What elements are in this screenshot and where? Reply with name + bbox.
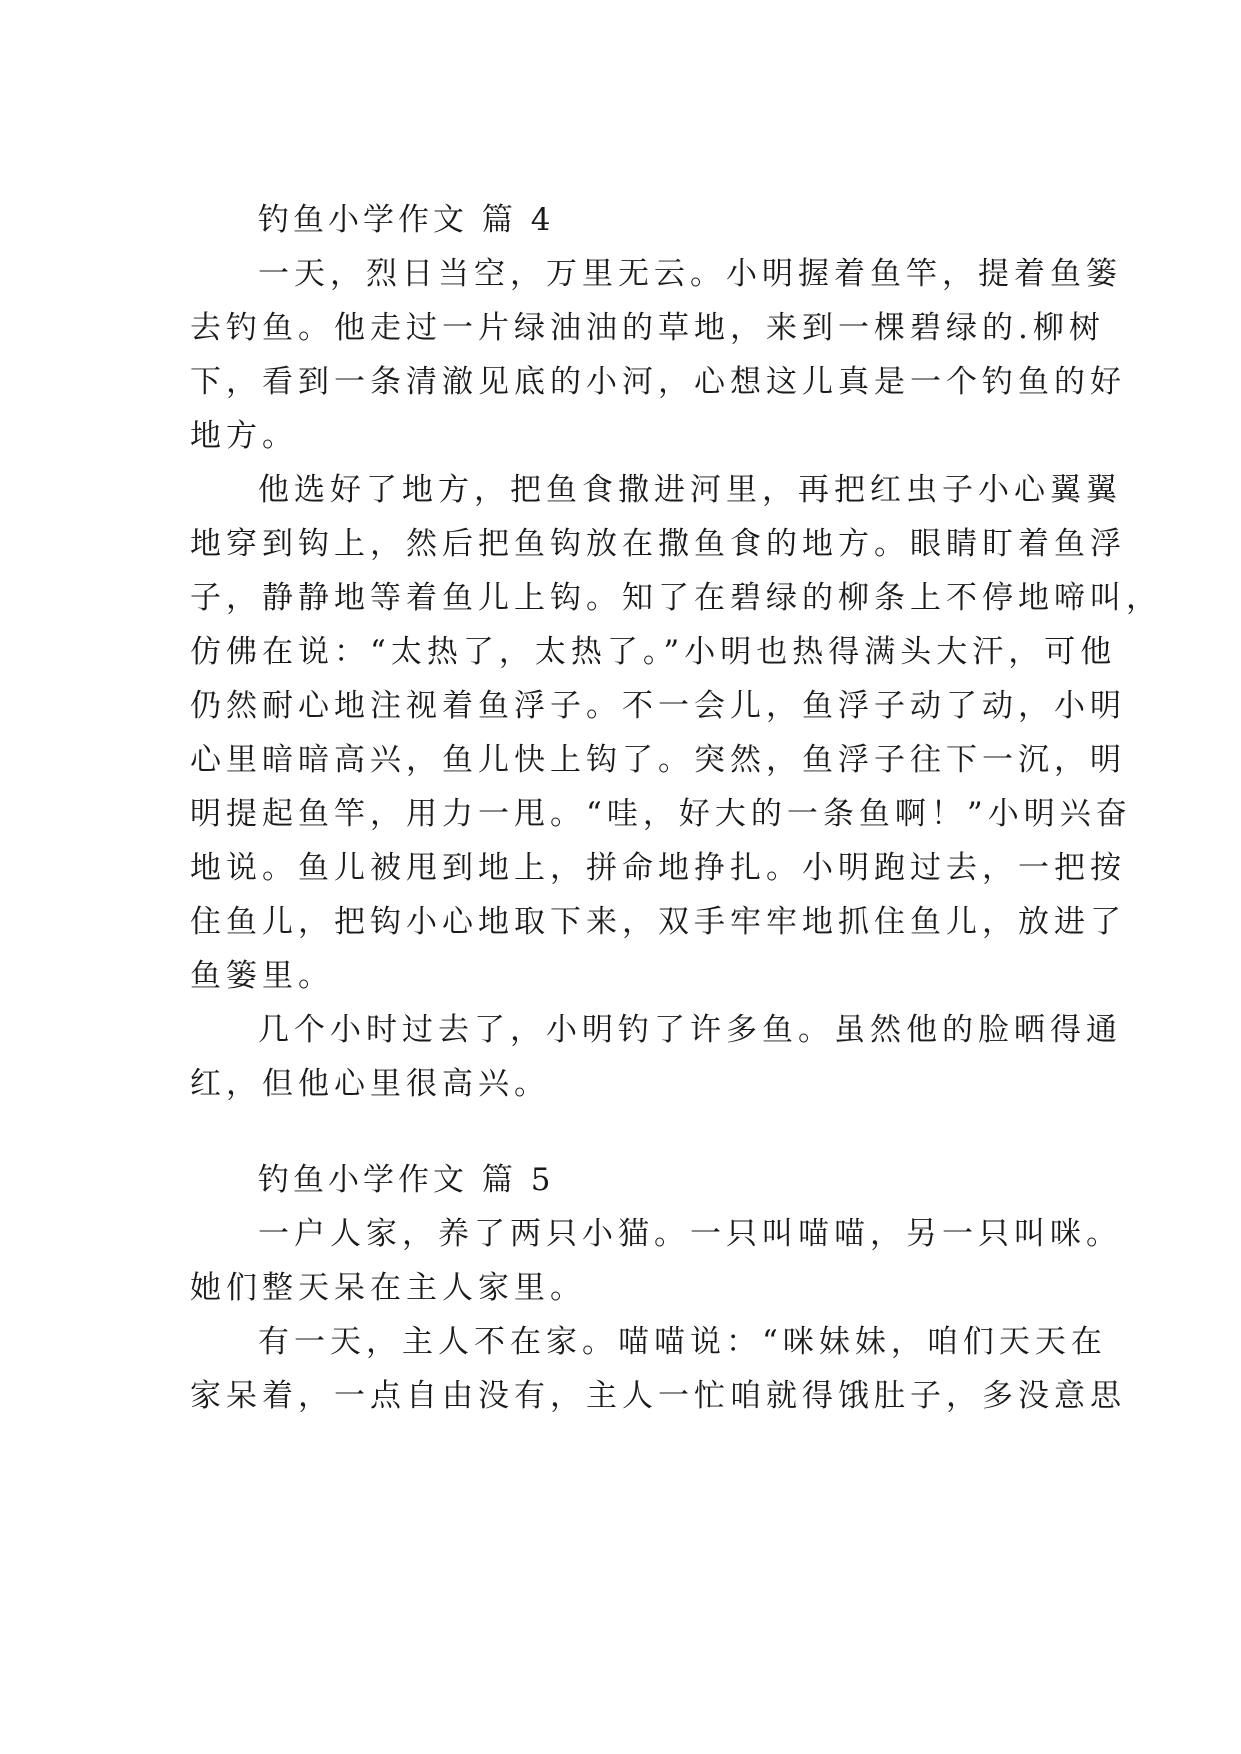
- section-heading: 钓鱼小学作文 篇 5: [258, 1162, 555, 1198]
- paragraph-line: 鱼篓里。: [190, 958, 334, 994]
- paragraph-line: 地方。: [190, 418, 298, 454]
- paragraph-line: 明提起鱼竿，用力一甩。“哇，好大的一条鱼啊！”小明兴奋: [190, 796, 1132, 832]
- paragraph-line: 她们整天呆在主人家里。: [190, 1270, 586, 1306]
- paragraph-line: 家呆着，一点自由没有，主人一忙咱就得饿肚子，多没意思: [190, 1378, 1126, 1414]
- paragraph-line: 地穿到钩上，然后把鱼钩放在撒鱼食的地方。眼睛盯着鱼浮: [190, 526, 1126, 562]
- paragraph-line: 住鱼儿，把钩小心地取下来，双手牢牢地抓住鱼儿，放进了: [190, 904, 1126, 940]
- paragraph-line: 仿佛在说：“太热了，太热了。”小明也热得满头大汗，可他: [190, 634, 1117, 670]
- paragraph-line: 有一天，主人不在家。喵喵说：“咪妹妹，咱们天天在: [258, 1324, 1107, 1360]
- section-heading: 钓鱼小学作文 篇 4: [258, 202, 555, 238]
- paragraph-line: 红，但他心里很高兴。: [190, 1066, 550, 1102]
- paragraph-line: 子，静静地等着鱼儿上钩。知了在碧绿的柳条上不停地啼叫，: [190, 580, 1162, 616]
- paragraph-line: 一天，烈日当空，万里无云。小明握着鱼竿，提着鱼篓: [258, 256, 1122, 292]
- paragraph-line: 几个小时过去了，小明钓了许多鱼。虽然他的脸晒得通: [258, 1012, 1122, 1048]
- paragraph-line: 下，看到一条清澈见底的小河，心想这儿真是一个钓鱼的好: [190, 364, 1126, 400]
- paragraph-line: 一户人家，养了两只小猫。一只叫喵喵，另一只叫咪。: [258, 1216, 1122, 1252]
- paragraph-line: 地说。鱼儿被甩到地上，拼命地挣扎。小明跑过去，一把按: [190, 850, 1126, 886]
- paragraph-line: 去钓鱼。他走过一片绿油油的草地，来到一棵碧绿的.柳树: [190, 310, 1105, 346]
- paragraph-line: 他选好了地方，把鱼食撒进河里，再把红虫子小心翼翼: [258, 472, 1122, 508]
- paragraph-line: 心里暗暗高兴，鱼儿快上钩了。突然，鱼浮子往下一沉，明: [190, 742, 1126, 778]
- paragraph-line: 仍然耐心地注视着鱼浮子。不一会儿，鱼浮子动了动，小明: [190, 688, 1126, 724]
